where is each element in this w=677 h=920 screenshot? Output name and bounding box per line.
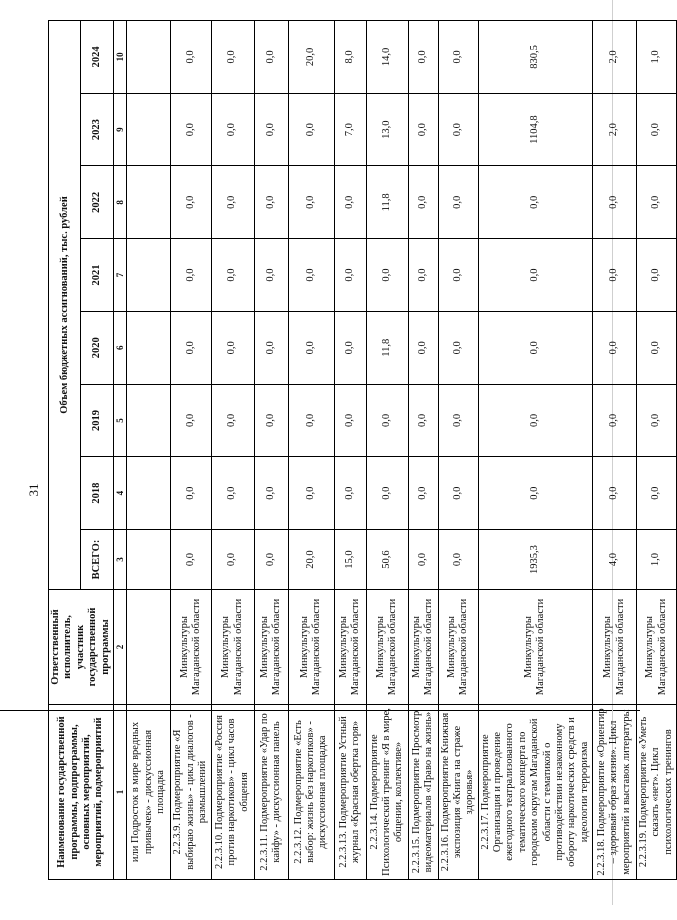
row-year-value: 0,0 bbox=[408, 311, 438, 384]
row-year-value: 0,0 bbox=[408, 166, 438, 239]
row-year-value: 0,0 bbox=[211, 93, 254, 166]
row-year-value: 0,0 bbox=[288, 239, 334, 312]
row-year-value: 0,0 bbox=[334, 239, 366, 312]
row-year-value: 11,8 bbox=[366, 311, 408, 384]
row-year-value: 0,0 bbox=[211, 166, 254, 239]
row-year-value: 0,0 bbox=[211, 239, 254, 312]
row-year-value: 0,0 bbox=[211, 311, 254, 384]
row-year-value: 0,0 bbox=[288, 311, 334, 384]
row-year-value: 0,0 bbox=[288, 384, 334, 457]
row-year-value bbox=[127, 457, 171, 530]
table-row bbox=[254, 21, 288, 880]
row-year-value: 0,0 bbox=[171, 21, 211, 94]
row-year-value: 0,0 bbox=[171, 93, 211, 166]
row-year-value: 0,0 bbox=[478, 239, 592, 312]
row-name: 2.2.3.12. Подмероприятие «Есть выбор: жизнь без наркотиков» - дискуссионная площадка bbox=[288, 705, 334, 880]
column-index: 6 bbox=[113, 311, 127, 384]
header-row bbox=[49, 21, 81, 880]
row-year-value: 0,0 bbox=[637, 239, 677, 312]
row-year-value: 1104,8 bbox=[478, 93, 592, 166]
row-name: 2.2.3.14. Подмероприятие Психологический тренинг «Я в мире, общении, коллективе» bbox=[366, 705, 408, 880]
header-executor: Ответственный исполнитель, участник государственной программы bbox=[49, 590, 114, 705]
row-total-value: 0,0 bbox=[438, 530, 478, 590]
row-year-value: 0,0 bbox=[171, 166, 211, 239]
row-year-value: 7,0 bbox=[334, 93, 366, 166]
row-year-value: 0,0 bbox=[408, 457, 438, 530]
row-year-value: 0,0 bbox=[438, 384, 478, 457]
row-year-value: 0,0 bbox=[334, 384, 366, 457]
row-year-value: 0,0 bbox=[478, 311, 592, 384]
column-index: 7 bbox=[113, 239, 127, 312]
column-index: 4 bbox=[113, 457, 127, 530]
row-year-value bbox=[127, 21, 171, 94]
row-year-value bbox=[127, 311, 171, 384]
row-year-value: 0,0 bbox=[637, 311, 677, 384]
row-name: 2.2.3.19. Подмероприятие «Уметь сказать «нет». Цикл психологических тренингов bbox=[637, 705, 677, 880]
row-executor bbox=[127, 590, 171, 705]
row-year-value: 0,0 bbox=[366, 384, 408, 457]
row-total-value: 0,0 bbox=[171, 530, 211, 590]
header-year: 2023 bbox=[81, 93, 113, 166]
row-year-value: 0,0 bbox=[593, 311, 637, 384]
row-year-value: 0,0 bbox=[438, 21, 478, 94]
page-number: 31 bbox=[26, 483, 41, 497]
table-row bbox=[171, 21, 211, 880]
row-name: 2.2.3.9. Подмероприятие «Я выбираю жизнь» - цикл диалогов - размышлений bbox=[171, 705, 211, 880]
row-year-value: 0,0 bbox=[408, 21, 438, 94]
row-year-value: 0,0 bbox=[637, 166, 677, 239]
row-year-value: 0,0 bbox=[478, 384, 592, 457]
row-name: 2.2.3.13. Подмероприятие Устный журнал «Красная обертка горя» bbox=[334, 705, 366, 880]
row-total-value: 15,0 bbox=[334, 530, 366, 590]
row-year-value: 0,0 bbox=[478, 166, 592, 239]
row-total-value: 1935,3 bbox=[478, 530, 592, 590]
row-year-value: 0,0 bbox=[438, 93, 478, 166]
row-year-value: 0,0 bbox=[211, 457, 254, 530]
row-executor: Минкультуры Магаданской области bbox=[288, 590, 334, 705]
row-total-value: 0,0 bbox=[408, 530, 438, 590]
row-name: 2.2.3.17. Подмероприятие Организация и проведение ежегодного театрализованного тематического концерта по городским округам Магаданской области с тематикой о противодействии незаконному обороту наркотических средств и идеологии терроризма bbox=[478, 705, 592, 880]
row-year-value: 0,0 bbox=[408, 93, 438, 166]
row-year-value: 0,0 bbox=[334, 311, 366, 384]
row-year-value: 0,0 bbox=[478, 457, 592, 530]
header-year: 2019 bbox=[81, 384, 113, 457]
row-executor: Минкультуры Магаданской области bbox=[408, 590, 438, 705]
row-executor: Минкультуры Магаданской области bbox=[254, 590, 288, 705]
row-total-value: 0,0 bbox=[254, 530, 288, 590]
row-name: или Подросток в мире вредных привычек» - дискуссионная площадка bbox=[127, 705, 171, 880]
row-year-value: 0,0 bbox=[211, 21, 254, 94]
row-year-value bbox=[127, 384, 171, 457]
row-year-value: 8,0 bbox=[334, 21, 366, 94]
row-year-value: 0,0 bbox=[366, 239, 408, 312]
row-year-value: 0,0 bbox=[438, 311, 478, 384]
row-name: 2.2.3.18. Подмероприятие «Ориентир – здоровый образ жизни». Цикл мероприятий и выставок литературы bbox=[593, 705, 637, 880]
row-year-value: 0,0 bbox=[366, 457, 408, 530]
table-row bbox=[366, 21, 408, 880]
row-total-value: 1,0 bbox=[637, 530, 677, 590]
table-row bbox=[438, 21, 478, 880]
row-name: 2.2.3.11. Подмероприятие «Удар по кайфу» - дискуссионная панель bbox=[254, 705, 288, 880]
row-executor: Минкультуры Магаданской области bbox=[171, 590, 211, 705]
row-year-value: 0,0 bbox=[288, 166, 334, 239]
rotated-page bbox=[26, 20, 674, 880]
row-year-value: 11,8 bbox=[366, 166, 408, 239]
header-year: 2024 bbox=[81, 21, 113, 94]
row-year-value: 0,0 bbox=[438, 239, 478, 312]
row-executor: Минкультуры Магаданской области bbox=[334, 590, 366, 705]
row-year-value: 0,0 bbox=[593, 239, 637, 312]
row-name: 2.2.3.15. Подмероприятие Просмотр видеоматериалов «Право на жизнь» bbox=[408, 705, 438, 880]
table-row bbox=[127, 21, 171, 880]
table-row bbox=[334, 21, 366, 880]
row-year-value: 0,0 bbox=[254, 457, 288, 530]
row-year-value: 0,0 bbox=[254, 93, 288, 166]
budget-table bbox=[48, 20, 677, 880]
row-executor: Минкультуры Магаданской области bbox=[366, 590, 408, 705]
row-year-value: 0,0 bbox=[254, 21, 288, 94]
table-body bbox=[127, 21, 677, 880]
column-index: 1 bbox=[113, 705, 127, 880]
row-executor: Минкультуры Магаданской области bbox=[438, 590, 478, 705]
row-executor: Минкультуры Магаданской области bbox=[478, 590, 592, 705]
row-year-value: 0,0 bbox=[254, 311, 288, 384]
row-total-value: 20,0 bbox=[288, 530, 334, 590]
row-year-value: 0,0 bbox=[254, 384, 288, 457]
row-year-value: 830,5 bbox=[478, 21, 592, 94]
row-total-value bbox=[127, 530, 171, 590]
row-year-value: 0,0 bbox=[254, 239, 288, 312]
row-year-value bbox=[127, 93, 171, 166]
row-year-value: 0,0 bbox=[637, 457, 677, 530]
table-row bbox=[637, 21, 677, 880]
row-year-value: 0,0 bbox=[637, 384, 677, 457]
row-executor: Минкультуры Магаданской области bbox=[593, 590, 637, 705]
column-index: 3 bbox=[113, 530, 127, 590]
column-index: 9 bbox=[113, 93, 127, 166]
column-index: 10 bbox=[113, 21, 127, 94]
row-year-value: 0,0 bbox=[171, 457, 211, 530]
column-index: 2 bbox=[113, 590, 127, 705]
row-year-value: 0,0 bbox=[408, 384, 438, 457]
header-year: 2021 bbox=[81, 239, 113, 312]
table-row bbox=[408, 21, 438, 880]
row-year-value: 0,0 bbox=[334, 457, 366, 530]
row-year-value: 0,0 bbox=[288, 457, 334, 530]
row-year-value: 14,0 bbox=[366, 21, 408, 94]
header-total: ВСЕГО: bbox=[81, 530, 113, 590]
header-year: 2020 bbox=[81, 311, 113, 384]
row-year-value: 0,0 bbox=[408, 239, 438, 312]
table-row bbox=[288, 21, 334, 880]
table-row bbox=[478, 21, 592, 880]
row-year-value: 13,0 bbox=[366, 93, 408, 166]
row-year-value: 0,0 bbox=[171, 239, 211, 312]
header-year: 2022 bbox=[81, 166, 113, 239]
row-year-value: 2,0 bbox=[593, 93, 637, 166]
row-name: 2.2.3.10. Подмероприятие «Россия против наркотиков» - цикл часов общения bbox=[211, 705, 254, 880]
row-year-value: 0,0 bbox=[593, 384, 637, 457]
table-row bbox=[211, 21, 254, 880]
row-year-value bbox=[127, 166, 171, 239]
row-year-value: 0,0 bbox=[334, 166, 366, 239]
row-year-value: 0,0 bbox=[438, 457, 478, 530]
row-year-value: 0,0 bbox=[637, 93, 677, 166]
row-year-value: 0,0 bbox=[171, 384, 211, 457]
row-total-value: 4,0 bbox=[593, 530, 637, 590]
row-total-value: 50,6 bbox=[366, 530, 408, 590]
column-index: 5 bbox=[113, 384, 127, 457]
row-year-value: 2,0 bbox=[593, 21, 637, 94]
row-year-value: 0,0 bbox=[254, 166, 288, 239]
row-name: 2.2.3.16. Подмероприятие Книжная экспозиция «Книга на страже здоровья» bbox=[438, 705, 478, 880]
row-year-value bbox=[127, 239, 171, 312]
row-year-value: 1,0 bbox=[637, 21, 677, 94]
row-year-value: 20,0 bbox=[288, 21, 334, 94]
table-row bbox=[593, 21, 637, 880]
row-year-value: 0,0 bbox=[171, 311, 211, 384]
row-total-value: 0,0 bbox=[211, 530, 254, 590]
index-row bbox=[113, 21, 127, 880]
row-year-value: 0,0 bbox=[211, 384, 254, 457]
header-year: 2018 bbox=[81, 457, 113, 530]
row-executor: Минкультуры Магаданской области bbox=[211, 590, 254, 705]
row-year-value: 0,0 bbox=[438, 166, 478, 239]
row-year-value: 0,0 bbox=[288, 93, 334, 166]
row-year-value: 0,0 bbox=[593, 166, 637, 239]
header-name: Наименование государственной программы, подпрограммы, основных мероприятий, мероприятий, подмероприятий bbox=[49, 705, 114, 880]
column-index: 8 bbox=[113, 166, 127, 239]
row-year-value: 0,0 bbox=[593, 457, 637, 530]
header-funding: Объем бюджетных ассигнований, тыс. рублей bbox=[49, 21, 81, 590]
row-executor: Минкультуры Магаданской области bbox=[637, 590, 677, 705]
